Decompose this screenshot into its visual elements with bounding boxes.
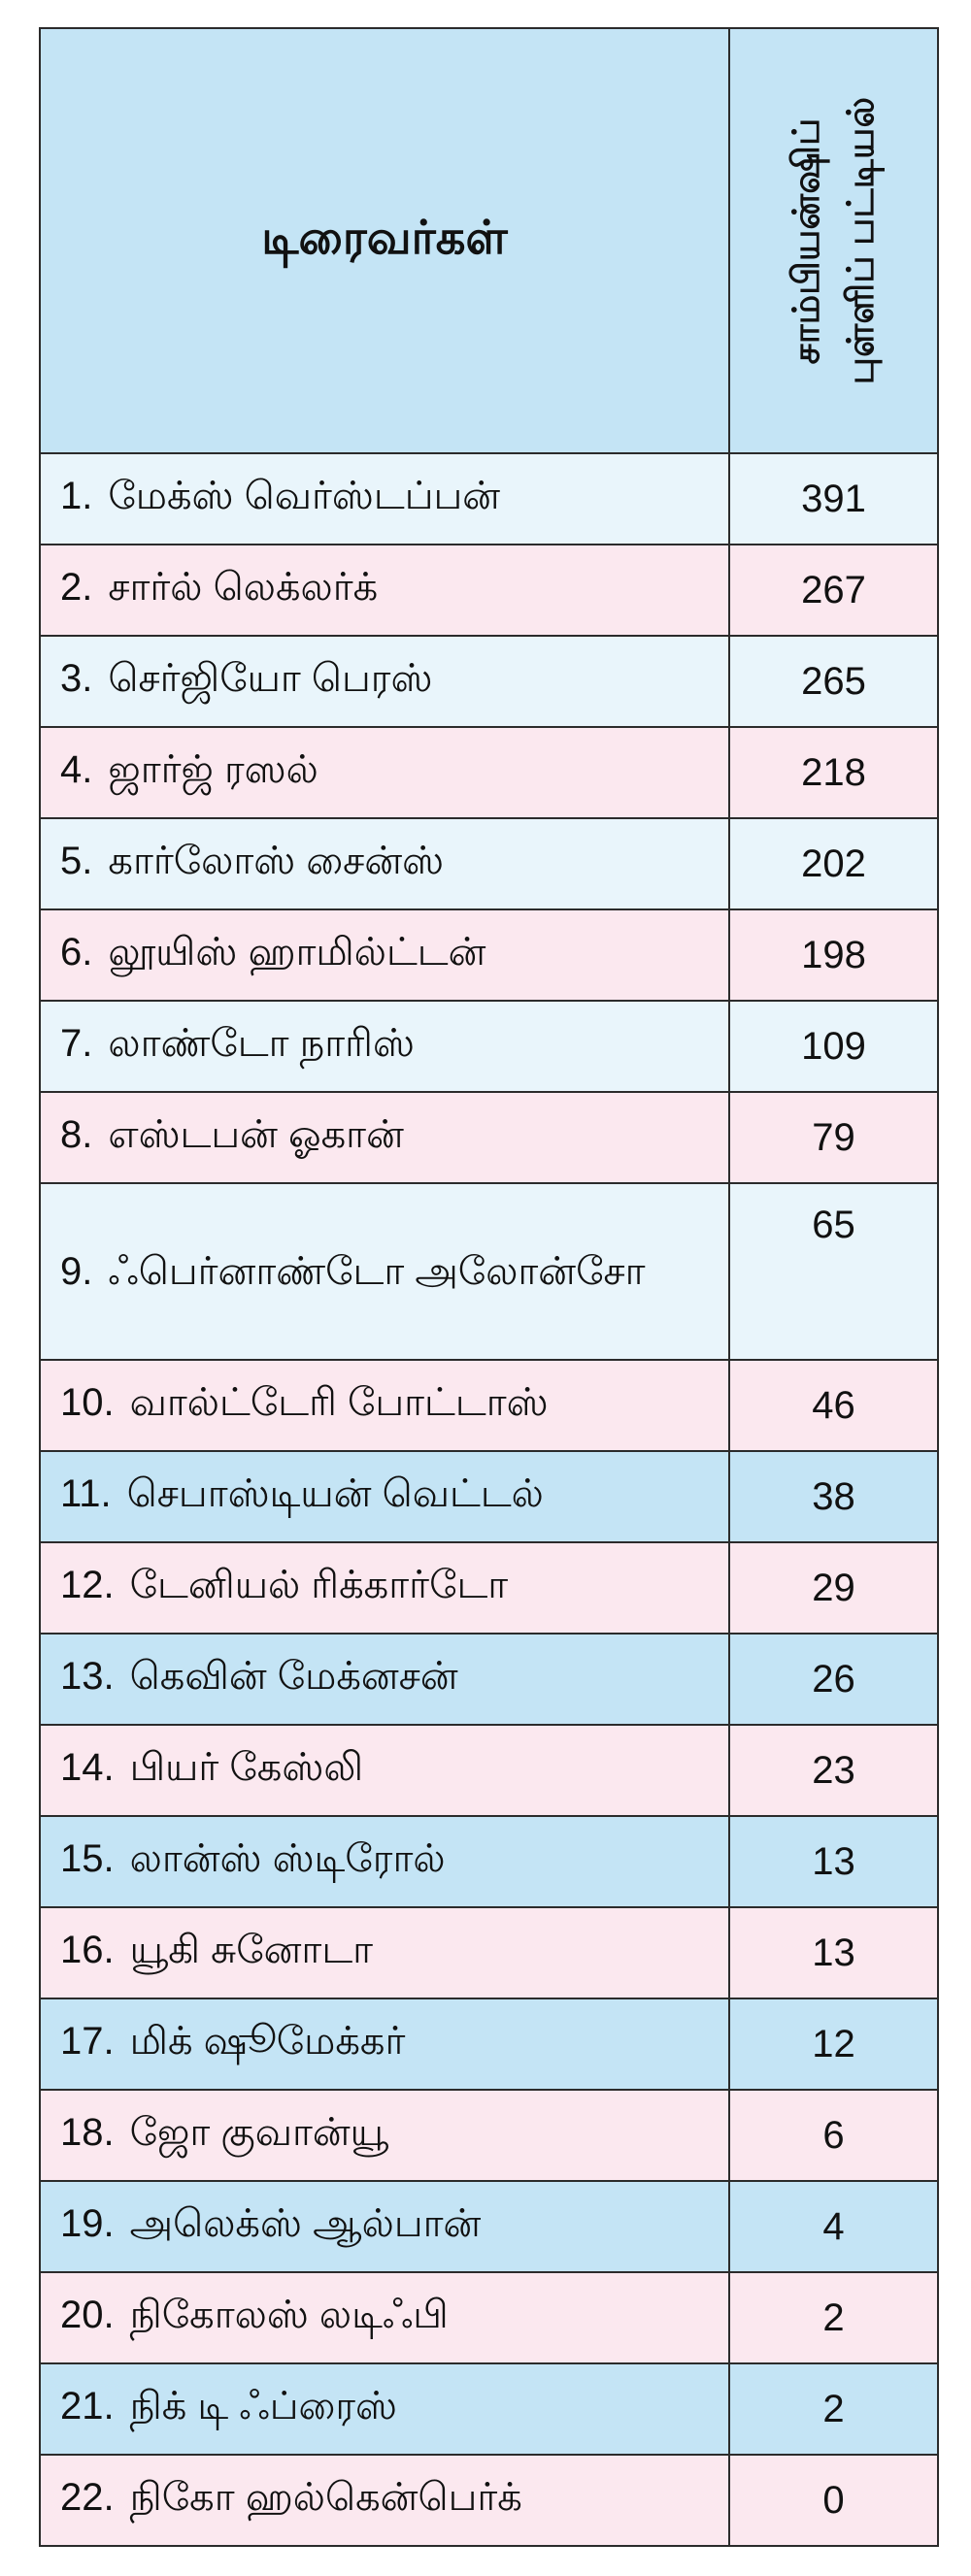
driver-name: எஸ்டபன் ஓகான் [108,1113,404,1156]
driver-cell [40,2363,729,2455]
table-row [40,1542,938,1634]
table-row [40,1907,938,1998]
rank: 6. [60,931,93,974]
driver-cell [40,545,729,636]
driver-cell [40,2272,729,2363]
table-row [40,1001,938,1092]
driver-cell [40,1725,729,1816]
points-cell: 198 [729,909,938,1001]
table-row [40,2363,938,2455]
driver-name: நிக் டி ஃப்ரைஸ் [129,2385,397,2427]
table-row [40,2272,938,2363]
rank: 16. [60,1929,115,1971]
points-cell: 46 [729,1360,938,1451]
points-cell: 2 [729,2272,938,2363]
driver-column-header: டிரைவர்கள் [40,28,729,453]
rank: 5. [60,840,93,882]
driver-name: செபாஸ்டியன் வெட்டல் [126,1472,544,1515]
driver-cell [40,1360,729,1451]
driver-cell [40,1001,729,1092]
table-row [40,453,938,545]
rank: 14. [60,1746,115,1789]
points-cell: 0 [729,2455,938,2546]
table-row [40,636,938,727]
table-row [40,1360,938,1451]
driver-cell [40,1092,729,1183]
rank: 2. [60,566,93,609]
points-cell: 4 [729,2181,938,2272]
rank: 8. [60,1113,93,1156]
points-cell: 391 [729,453,938,545]
points-cell: 12 [729,1998,938,2090]
rank: 21. [60,2385,115,2427]
points-cell: 218 [729,727,938,818]
table-row [40,2181,938,2272]
driver-name: டேனியல் ரிக்கார்டோ [129,1564,509,1606]
driver-name: நிகோ ஹல்கென்பெர்க் [129,2476,522,2519]
table-row [40,1634,938,1725]
table-row [40,545,938,636]
points-cell: 38 [729,1451,938,1542]
points-cell: 2 [729,2363,938,2455]
table-header-row [40,28,938,453]
points-cell: 29 [729,1542,938,1634]
points-cell: 65 [729,1183,938,1360]
driver-cell [40,727,729,818]
driver-name: லூயிஸ் ஹாமில்ட்டன் [108,931,486,974]
driver-name: ஃபெர்னாண்டோ அலோன்சோ [108,1250,646,1293]
points-cell: 13 [729,1816,938,1907]
rank: 18. [60,2111,115,2154]
points-header-line2: புள்ளிப் பட்டியல் [840,96,882,385]
driver-cell [40,453,729,545]
driver-name: ஜார்ஜ் ரஸல் [108,748,318,791]
table-row [40,1451,938,1542]
table-row [40,2090,938,2181]
rank: 13. [60,1655,115,1698]
points-cell: 26 [729,1634,938,1725]
driver-cell [40,1998,729,2090]
table-row [40,1998,938,2090]
table-row [40,909,938,1001]
points-cell: 6 [729,2090,938,2181]
standings-table [39,27,939,2547]
driver-cell [40,1451,729,1542]
driver-name: பியர் கேஸ்லி [129,1746,364,1789]
driver-cell [40,1907,729,1998]
rank: 10. [60,1381,115,1424]
driver-cell [40,909,729,1001]
driver-cell [40,1542,729,1634]
driver-cell [40,1634,729,1725]
points-cell: 267 [729,545,938,636]
table-row [40,2455,938,2546]
driver-name: லாண்டோ நாரிஸ் [108,1022,415,1065]
driver-cell [40,2181,729,2272]
rank: 22. [60,2476,115,2519]
driver-cell [40,2090,729,2181]
rank: 9. [60,1250,93,1293]
driver-name: யூகி சுனோடா [129,1929,374,1971]
rank: 20. [60,2294,115,2336]
points-cell: 79 [729,1092,938,1183]
rank: 15. [60,1837,115,1880]
driver-cell [40,636,729,727]
points-header-text [780,97,888,384]
rank: 11. [60,1472,112,1515]
points-cell: 23 [729,1725,938,1816]
driver-name: கார்லோஸ் சைன்ஸ் [108,840,445,882]
driver-name: வால்ட்டேரி போட்டாஸ் [129,1381,549,1424]
table-row [40,727,938,818]
points-cell: 202 [729,818,938,909]
rank: 3. [60,657,93,700]
table-body [40,453,938,2546]
driver-name: நிகோலஸ் லடிஃபி [129,2294,449,2336]
points-cell: 13 [729,1907,938,1998]
driver-name: மேக்ஸ் வெர்ஸ்டப்பன் [108,475,501,517]
rank: 4. [60,748,93,791]
driver-cell [40,1183,729,1360]
driver-name: சார்ல் லெக்லர்க் [108,566,379,609]
driver-name: மிக் ஷூமேக்கர் [129,2020,406,2063]
table-row [40,1725,938,1816]
driver-name: கெவின் மேக்னசன் [129,1655,458,1698]
driver-name: ஜோ குவான்யூ [129,2111,389,2154]
rank: 19. [60,2202,115,2245]
driver-name: லான்ஸ் ஸ்டிரோல் [129,1837,446,1880]
points-cell: 265 [729,636,938,727]
rank: 17. [60,2020,115,2063]
driver-cell [40,1816,729,1907]
driver-cell [40,818,729,909]
rank: 7. [60,1022,93,1065]
table-row [40,1816,938,1907]
rank: 12. [60,1564,115,1606]
driver-cell [40,2455,729,2546]
driver-name: செர்ஜியோ பெரஸ் [108,657,433,700]
table-row [40,818,938,909]
points-column-header [729,28,938,453]
rank: 1. [60,475,93,517]
table-row [40,1092,938,1183]
points-cell: 109 [729,1001,938,1092]
points-header-line1: சாம்பியன்ஷிப் [786,117,827,364]
table-row [40,1183,938,1360]
driver-name: அலெக்ஸ் ஆல்பான் [129,2202,482,2245]
